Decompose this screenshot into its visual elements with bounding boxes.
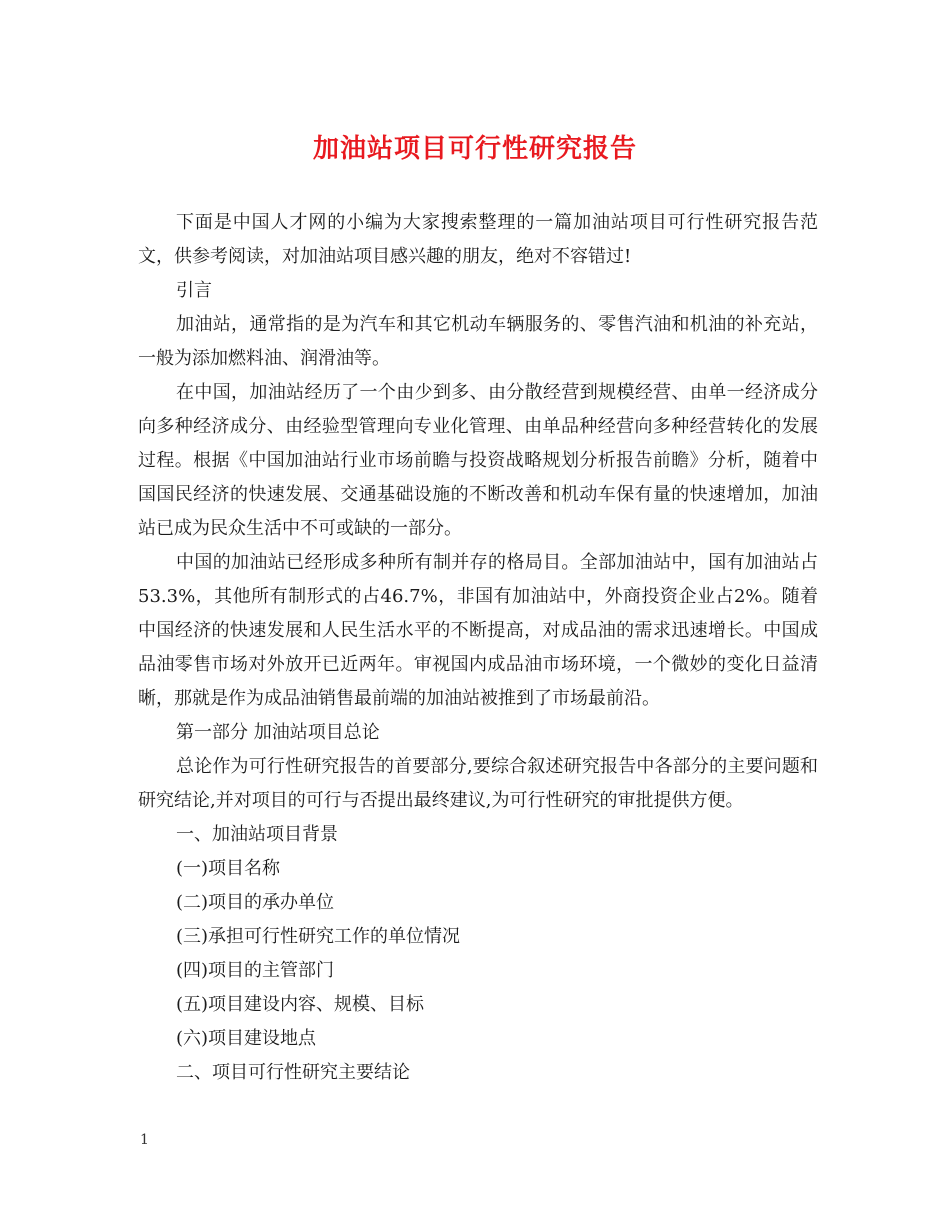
list-item-research-unit: (三)承担可行性研究工作的单位情况 bbox=[176, 926, 461, 947]
document-title: 加油站项目可行性研究报告 bbox=[312, 134, 637, 164]
paragraph-intro: 下面是中国人才网的小编为大家搜索整理的一篇加油站项目可行性研究报告范文，供参考阅读，对加油站项目感兴趣的朋友，绝对不容错过! bbox=[138, 212, 818, 267]
paragraph-overview: 总论作为可行性研究报告的首要部分,要综合叙述研究报告中各部分的主要问题和研究结论,并对项目的可行与否提出最终建议,为可行性研究的审批提供方便。 bbox=[138, 756, 818, 811]
paragraph-history: 在中国，加油站经历了一个由少到多、由分散经营到规模经营、由单一经济成分向多种经济成分、由经验型管理向专业化管理、由单品种经营向多种经营转化的发展过程。根据《中国加油站行业市场前瞻与投资战略规划分析报告前瞻》分析，随着中国国民经济的快速发展、交通基础设施的不断改善和机动车保有量的快速增加，加油站已成为民众生活中不可或缺的一部分。 bbox=[138, 382, 818, 539]
list-item-project-name: (一)项目名称 bbox=[176, 858, 281, 879]
heading-section-two: 二、项目可行性研究主要结论 bbox=[176, 1062, 410, 1083]
heading-section-one: 一、加油站项目背景 bbox=[176, 824, 338, 845]
list-item-location: (六)项目建设地点 bbox=[176, 1028, 317, 1049]
page-number: 1 bbox=[140, 1132, 149, 1148]
paragraph-definition: 加油站，通常指的是为汽车和其它机动车辆服务的、零售汽油和机油的补充站，一般为添加燃料油、润滑油等。 bbox=[138, 314, 818, 369]
list-item-scope: (五)项目建设内容、规模、目标 bbox=[176, 994, 425, 1015]
heading-preface: 引言 bbox=[176, 280, 212, 301]
paragraph-ownership: 中国的加油站已经形成多种所有制并存的格局目。全部加油站中，国有加油站占53.3%，其他所有制形式的占46.7%，非国有加油站中，外商投资企业占2%。随着中国经济的快速发展和人民生活水平的不断提高，对成品油的需求迅速增长。中国成品油零售市场对外放开已近两年。审视国内成品油市场环境，一个微妙的变化日益清晰，那就是作为成品油销售最前端的加油站被推到了市场最前沿。 bbox=[138, 552, 818, 709]
list-item-organizer: (二)项目的承办单位 bbox=[176, 892, 335, 913]
list-item-authority: (四)项目的主管部门 bbox=[176, 960, 335, 981]
document-body bbox=[138, 206, 818, 1090]
heading-part-one: 第一部分 加油站项目总论 bbox=[176, 722, 380, 743]
